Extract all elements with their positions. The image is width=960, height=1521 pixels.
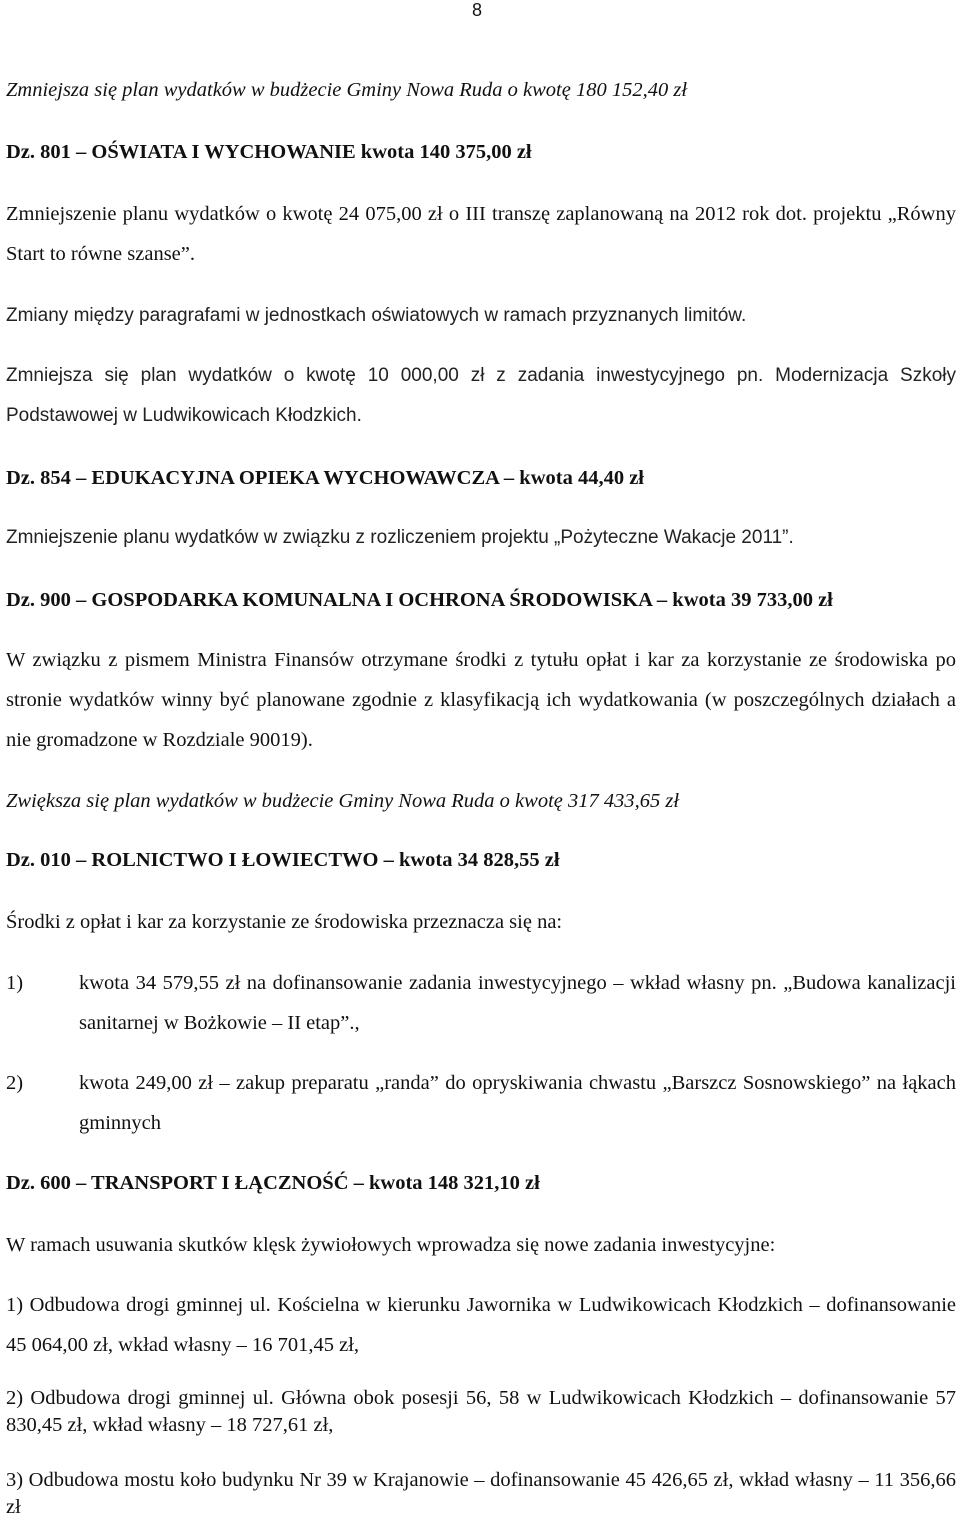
list-item <box>6 963 956 1043</box>
increase-summary: Zwiększa się plan wydatków w budżecie Gminy Nowa Ruda o kwotę 317 433,65 zł <box>6 790 680 812</box>
list-item-number: 2) <box>6 1072 24 1094</box>
section-heading-801: Dz. 801 – OŚWIATA I WYCHOWANIE kwota 140 375,00 zł <box>6 141 532 163</box>
page-number: 8 <box>472 0 483 20</box>
paragraph-801-investment: Zmniejsza się plan wydatków o kwotę 10 000,00 zł z zadania inwestycyjnego pn. Modernizacja Szkoły Podstawowej w Ludwikowicach Kłodzkich. <box>6 365 956 426</box>
paragraph-801-reduction: Zmniejszenie planu wydatków o kwotę 24 075,00 zł o III transzę zaplanowaną na 2012 rok dot. projektu „Równy Start to równe szanse”. <box>6 203 956 265</box>
list-item-text: kwota 34 579,55 zł na dofinansowanie zadania inwestycyjnego – wkład własny pn. „Budowa kanalizacji sanitarnej w Bożkowie – II etap”., <box>79 972 956 1034</box>
list-item-text: kwota 249,00 zł – zakup preparatu „randa” do opryskiwania chwastu „Barszcz Sosnowskiego” na łąkach gminnych <box>79 1072 956 1134</box>
decrease-summary: Zmniejsza się plan wydatków w budżecie Gminy Nowa Ruda o kwotę 180 152,40 zł <box>6 79 688 101</box>
paragraph-801-changes: Zmiany między paragrafami w jednostkach oświatowych w ramach przyznanych limitów. <box>6 305 747 326</box>
paragraph-900: W związku z pismem Ministra Finansów otrzymane środki z tytułu opłat i kar za korzystanie ze środowiska po stronie wydatków winny być planowane zgodnie z klasyfikacją ich wydatkowania (w poszczególnych działach a nie gromadzone w Rozdziale 90019). <box>6 649 956 751</box>
section-heading-854: Dz. 854 – EDUKACYJNA OPIEKA WYCHOWAWCZA – kwota 44,40 zł <box>6 467 645 489</box>
section-heading-600: Dz. 600 – TRANSPORT I ŁĄCZNOŚĆ – kwota 148 321,10 zł <box>6 1172 540 1194</box>
paragraph-600: W ramach usuwania skutków klęsk żywiołowych wprowadza się nowe zadania inwestycyjne: <box>6 1234 776 1256</box>
paragraph-010: Środki z opłat i kar za korzystanie ze środowiska przeznacza się na: <box>6 911 563 933</box>
section-heading-010: Dz. 010 – ROLNICTWO I ŁOWIECTWO – kwota 34 828,55 zł <box>6 849 560 871</box>
investment-item-2: 2) Odbudowa drogi gminnej ul. Główna obok posesji 56, 58 w Ludwikowicach Kłodzkich – dofinansowanie 57 830,45 zł, wkład własny – 18 727,61 zł, <box>6 1387 956 1436</box>
section-heading-900: Dz. 900 – GOSPODARKA KOMUNALNA I OCHRONA ŚRODOWISKA – kwota 39 733,00 zł <box>6 589 833 611</box>
investment-item-1: 1) Odbudowa drogi gminnej ul. Kościelna w kierunku Jawornika w Ludwikowicach Kłodzkich – dofinansowanie 45 064,00 zł, wkład własny – 16 701,45 zł, <box>6 1294 956 1356</box>
list-item <box>6 1063 956 1143</box>
list-item-number: 1) <box>6 972 24 994</box>
investment-item-3: 3) Odbudowa mostu koło budynku Nr 39 w Krajanowie – dofinansowanie 45 426,65 zł, wkład własny – 11 356,66 zł <box>6 1469 956 1518</box>
paragraph-854: Zmniejszenie planu wydatków w związku z rozliczeniem projektu „Pożyteczne Wakacje 2011”. <box>6 527 794 548</box>
